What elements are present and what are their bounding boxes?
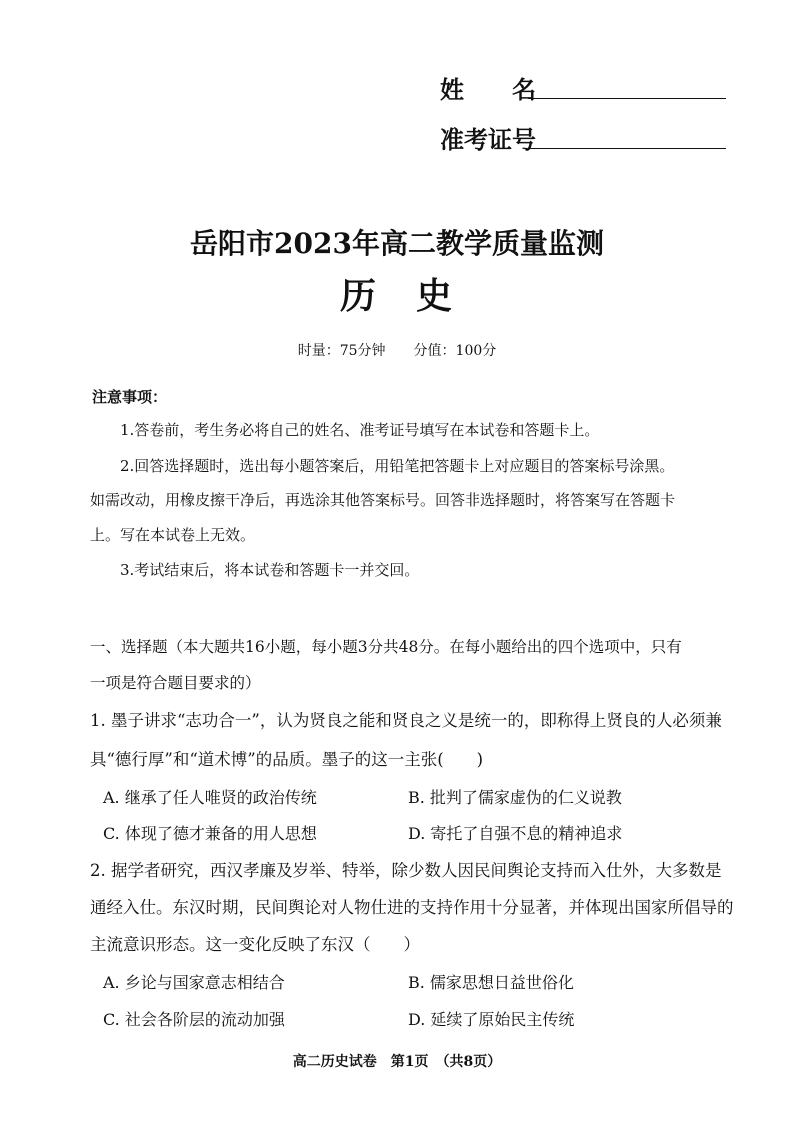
section-header-cont: 一项是符合题目要求的） (90, 674, 261, 692)
question-2-option-d[interactable]: D. 延续了原始民主传统 (408, 1010, 575, 1029)
notice-title: 注意事项： (92, 388, 168, 406)
notice-item: 上。写在本试卷上无效。 (90, 526, 256, 544)
question-2-option-c[interactable]: C. 社会各阶层的流动加强 (103, 1010, 285, 1029)
id-blank-line[interactable] (528, 148, 726, 149)
question-1-line: 具“德行厚”和“道术博”的品质。墨子的这一主张( ) (90, 750, 484, 769)
notice-item: 2.回答选择题时，选出每小题答案后，用铅笔把答题卡上对应题目的答案标号涂黑。 (120, 457, 675, 475)
question-1-line: 1. 墨子讲求“志功合一”，认为贤良之能和贤良之义是统一的，即称得上贤良的人必须兼 (90, 711, 722, 730)
exam-subject: 历 史 (339, 275, 454, 317)
name-label: 姓 名 (440, 75, 536, 104)
question-2-option-a[interactable]: A. 乡论与国家意志相结合 (103, 973, 285, 992)
question-2-line: 通经入仕。东汉时期，民间舆论对人物仕进的支持作用十分显著，并体现出国家所倡导的 (90, 898, 734, 917)
question-2-option-b[interactable]: B. 儒家思想日益世俗化 (408, 973, 574, 992)
name-blank-line[interactable] (528, 98, 726, 99)
question-1-option-d[interactable]: D. 寄托了自强不息的精神追求 (408, 824, 623, 843)
notice-item: 3.考试结束后，将本试卷和答题卡一并交回。 (120, 561, 420, 579)
question-2-line: 主流意识形态。这一变化反映了东汉（ ） (90, 935, 420, 954)
question-1-option-a[interactable]: A. 继承了任人唯贤的政治传统 (103, 788, 317, 807)
question-1-option-c[interactable]: C. 体现了德才兼备的用人思想 (103, 824, 317, 843)
question-1-option-b[interactable]: B. 批判了儒家虚伪的仁义说教 (408, 788, 622, 807)
question-2-line: 2. 据学者研究，西汉孝廉及岁举、特举，除少数人因民间舆论支持而入仕外，大多数是 (90, 861, 722, 880)
id-label: 准考证号 (440, 125, 536, 154)
page-footer: 高二历史试卷 第1页 （共8页） (292, 1054, 502, 1070)
section-header: 一、选择题（本大题共16小题，每小题3分共48分。在每小题给出的四个选项中，只有 (90, 638, 682, 656)
exam-meta: 时量：75分钟 分值：100分 (297, 343, 497, 359)
exam-title: 岳阳市2023年高二教学质量监测 (190, 227, 604, 260)
notice-item: 如需改动，用橡皮擦干净后，再选涂其他答案标号。回答非选择题时，将答案写在答题卡 (90, 491, 676, 509)
notice-item: 1.答卷前，考生务必将自己的姓名、准考证号填写在本试卷和答题卡上。 (120, 421, 600, 439)
